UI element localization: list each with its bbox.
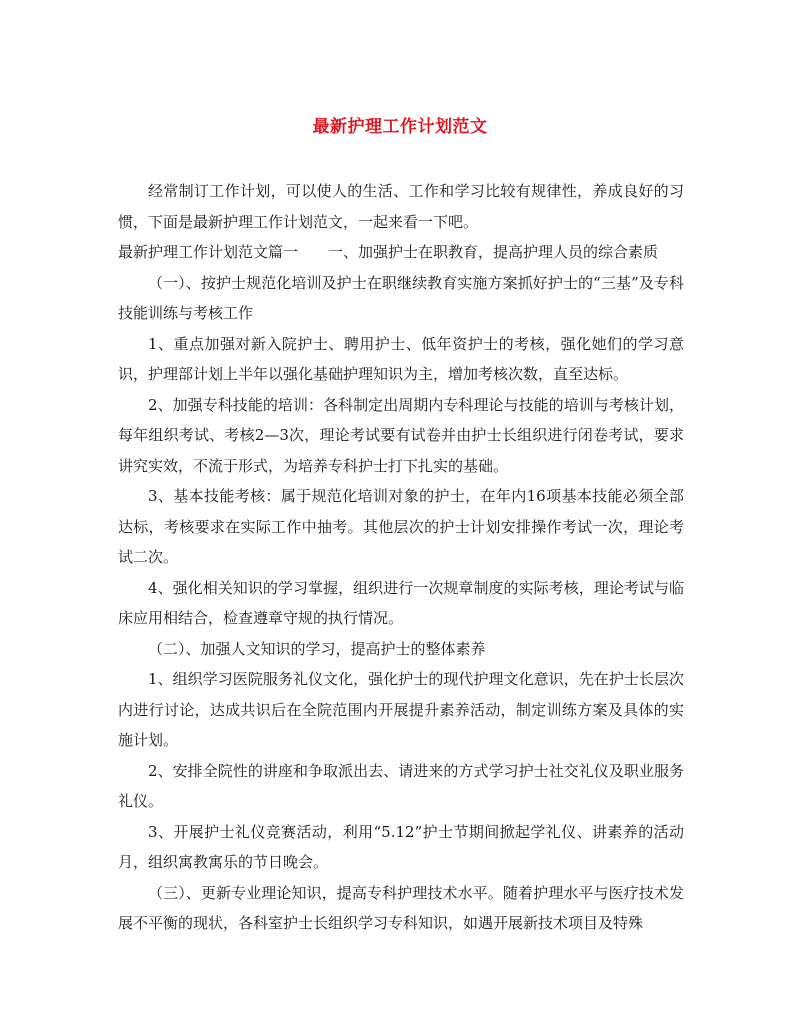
paragraph-subsection-3: （三）、更新专业理论知识，提高专科护理技术水平。随着护理水平与医疗技术发展不平衡的现状，各科室护士长组织学习专科知识，如遇开展新技术项目及特殊 bbox=[118, 883, 684, 932]
paragraph-item-1-1: 1、重点加强对新入院护士、聘用护士、低年资护士的考核，强化她们的学习意识，护理部计划上半年以强化基础护理知识为主，增加考核次数，直至达标。 bbox=[118, 334, 684, 383]
paragraph-subsection-2: （二）、加强人文知识的学习，提高护士的整体素养 bbox=[148, 639, 486, 658]
paragraph-intro: 经常制订工作计划，可以使人的生活、工作和学习比较有规律性，养成良好的习惯，下面是最新护理工作计划范文，一起来看一下吧。 bbox=[118, 182, 684, 231]
document-body bbox=[118, 176, 684, 939]
paragraph-section-heading: 最新护理工作计划范文篇一 一、加强护士在职教育，提高护理人员的综合素质 bbox=[118, 243, 659, 261]
paragraph-item-2-3: 3、开展护士礼仪竞赛活动，利用“5.12”护士节期间掀起学礼仪、讲素养的活动月，组织寓教寓乐的节日晚会。 bbox=[118, 822, 684, 871]
paragraph-item-2-2: 2、安排全院性的讲座和争取派出去、请进来的方式学习护士社交礼仪及职业服务礼仪。 bbox=[118, 761, 684, 810]
paragraph-item-2-1: 1、组织学习医院服务礼仪文化，强化护士的现代护理文化意识，先在护士长层次内进行讨论，达成共识后在全院范围内开展提升素养活动，制定训练方案及具体的实施计划。 bbox=[118, 670, 684, 749]
document-title: 最新护理工作计划范文 bbox=[312, 117, 488, 137]
paragraph-item-1-4: 4、强化相关知识的学习掌握，组织进行一次规章制度的实际考核，理论考试与临床应用相结合，检查遵章守规的执行情况。 bbox=[118, 578, 684, 627]
paragraph-subsection-1: （一）、按护士规范化培训及护士在职继续教育实施方案抓好护士的“三基”及专科技能训练与考核工作 bbox=[118, 273, 684, 322]
paragraph-item-1-3: 3、基本技能考核：属于规范化培训对象的护士，在年内16项基本技能必须全部达标，考核要求在实际工作中抽考。其他层次的护士计划安排操作考试一次，理论考试二次。 bbox=[118, 487, 684, 566]
paragraph-item-1-2: 2、加强专科技能的培训：各科制定出周期内专科理论与技能的培训与考核计划，每年组织考试、考核2—3次，理论考试要有试卷并由护士长组织进行闭卷考试，要求讲究实效，不流于形式，为培养专科护士打下扎实的基础。 bbox=[118, 395, 684, 475]
